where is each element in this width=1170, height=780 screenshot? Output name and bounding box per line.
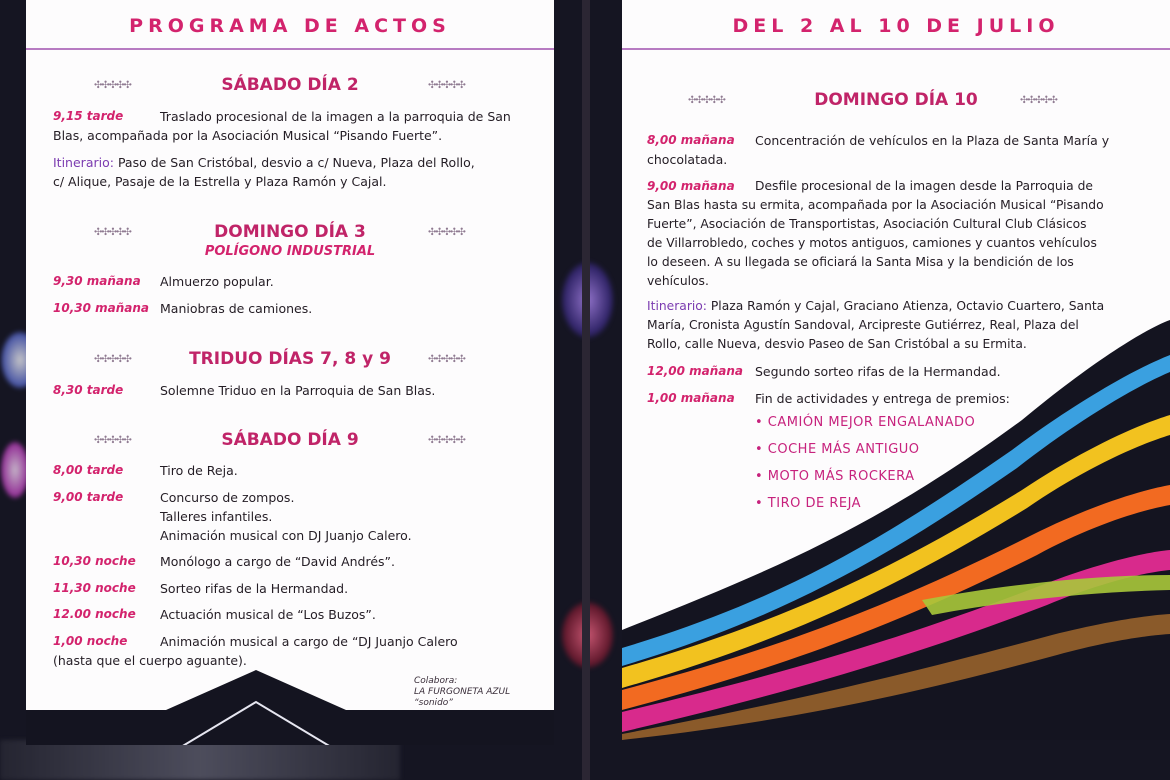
entry-text: Concurso de zompos. — [160, 490, 295, 505]
itinerary-text-cont: Rollo, calle Nueva, desvio Paseo de San Cristóbal a su Ermita. — [647, 337, 1027, 351]
entry-text: Monólogo a cargo de “David Andrés”. — [160, 554, 395, 569]
itinerary-text-cont: c/ Alique, Pasaje de la Estrella y Plaza Ramón y Cajal. — [53, 174, 387, 189]
section-sabado-9 — [26, 430, 554, 450]
itinerary-text: Plaza Ramón y Cajal, Graciano Atienza, Octavio Cuartero, Santa — [710, 299, 1105, 313]
entry-text: Almuerzo popular. — [160, 274, 274, 289]
ornament-icon: ✣✣✣✣✣ — [428, 435, 465, 446]
entry-text-cont: lo deseen. A su llegada se oficiará la Santa Misa y la bendición de los — [647, 255, 1074, 269]
entry-time: 11,30 noche — [53, 581, 136, 595]
entry-text-cont: Animación musical con DJ Juanjo Calero. — [160, 528, 412, 543]
section-domingo-3 — [26, 222, 554, 259]
ornament-icon: ✣✣✣✣✣ — [688, 95, 725, 106]
entry-text-cont: vehículos. — [647, 274, 709, 288]
section-title: DOMINGO DÍA 3 — [214, 222, 366, 242]
ornament-icon: ✣✣✣✣✣ — [94, 354, 131, 365]
entry-time: 12.00 noche — [53, 607, 136, 621]
section-title: DOMINGO DÍA 10 — [814, 90, 978, 110]
entry-text: Concentración de vehículos en la Plaza de Santa María y — [755, 133, 1110, 148]
itinerary-label: Itinerario: — [647, 299, 707, 313]
entry-time: 9,30 mañana — [53, 274, 141, 288]
entry-time: 1,00 noche — [53, 634, 128, 648]
prize-item: • COCHE MÁS ANTIGUO — [755, 442, 920, 457]
entry-text: Actuación musical de “Los Buzos”. — [160, 607, 376, 622]
entry-text-cont: Blas, acompañada por la Asociación Musical “Pisando Fuerte”. — [53, 128, 443, 143]
entry-text-cont: de Villarrobledo, coches y motos antiguos, camiones y cuantos vehículos — [647, 236, 1097, 250]
entry-time: 9,00 mañana — [647, 179, 735, 193]
entry-text: Tiro de Reja. — [160, 463, 238, 478]
colabora-sub: “sonido” — [414, 698, 453, 708]
entry-text: Segundo sorteo rifas de la Hermandad. — [755, 364, 1001, 379]
left-page — [26, 0, 554, 745]
ornament-icon: ✣✣✣✣✣ — [94, 435, 131, 446]
bokeh-light — [0, 740, 400, 780]
itinerary-label: Itinerario: — [53, 155, 114, 170]
entry-text: Desfile procesional de la imagen desde la Parroquia de — [755, 179, 1093, 193]
entry-text: Sorteo rifas de la Hermandad. — [160, 581, 349, 596]
mountain-graphic — [26, 660, 554, 745]
section-domingo-10 — [622, 90, 1170, 110]
prize-item: • CAMIÓN MEJOR ENGALANADO — [755, 415, 976, 430]
ornament-icon: ✣✣✣✣✣ — [428, 80, 465, 91]
entry-time: 10,30 mañana — [53, 301, 150, 315]
itinerary-text-cont: María, Cronista Agustín Sandoval, Arcipreste Gutiérrez, Real, Plaza del — [647, 318, 1079, 332]
section-title: TRIDUO DÍAS 7, 8 y 9 — [189, 349, 391, 369]
right-page — [622, 0, 1170, 740]
prize-item: • MOTO MÁS ROCKERA — [755, 469, 915, 484]
itinerary-row — [647, 297, 1167, 354]
ornament-icon: ✣✣✣✣✣ — [428, 227, 465, 238]
itinerary-row — [53, 153, 548, 191]
entry-time: 1,00 mañana — [647, 391, 735, 405]
entry-time: 9,15 tarde — [53, 109, 124, 123]
entry-text: Solemne Triduo en la Parroquia de San Blas. — [160, 383, 436, 398]
colabora-label: Colabora: — [414, 676, 458, 686]
entry-text: Traslado procesional de la imagen a la parroquia de San — [160, 109, 511, 124]
entry-text-cont: chocolatada. — [647, 152, 728, 167]
entry-time: 8,30 tarde — [53, 383, 124, 397]
entry-text: Maniobras de camiones. — [160, 301, 313, 316]
entry-text: Fin de actividades y entrega de premios: — [755, 391, 1010, 406]
entry-time: 10,30 noche — [53, 554, 136, 568]
ornament-icon: ✣✣✣✣✣ — [94, 80, 131, 91]
entry-time: 9,00 tarde — [53, 490, 124, 504]
section-subtitle: POLÍGONO INDUSTRIAL — [204, 244, 376, 259]
ornament-icon: ✣✣✣✣✣ — [94, 227, 131, 238]
entry-text-cont: Fuerte”, Asociación de Transportistas, Asociación Cultural Club Clásicos — [647, 217, 1087, 231]
section-triduo — [26, 349, 554, 369]
entry-text-cont: San Blas hasta su ermita, acompañada por la Asociación Musical “Pisando — [647, 198, 1104, 212]
section-title: SÁBADO DÍA 9 — [221, 430, 359, 450]
ornament-icon: ✣✣✣✣✣ — [428, 354, 465, 365]
entry-text-cont: (hasta que el cuerpo aguante). — [53, 653, 247, 668]
entry-text: Animación musical a cargo de “DJ Juanjo Calero — [160, 634, 458, 649]
fold-crease — [582, 0, 590, 780]
section-title: SÁBADO DÍA 2 — [221, 75, 359, 95]
prize-item: • TIRO DE REJA — [755, 496, 862, 511]
ornament-icon: ✣✣✣✣✣ — [1020, 95, 1057, 106]
itinerary-text: Paso de San Cristóbal, desvio a c/ Nueva, Plaza del Rollo, — [117, 155, 475, 170]
colabora-name: LA FURGONETA AZUL — [414, 687, 511, 697]
section-sabado-2 — [26, 75, 554, 95]
entry-time: 8,00 tarde — [53, 463, 124, 477]
left-header: PROGRAMA DE ACTOS — [26, 0, 554, 50]
right-header: DEL 2 AL 10 DE JULIO — [622, 0, 1170, 50]
entry-text-cont: Talleres infantiles. — [160, 509, 273, 524]
entry-time: 12,00 mañana — [647, 364, 744, 378]
entry-time: 8,00 mañana — [647, 133, 735, 147]
